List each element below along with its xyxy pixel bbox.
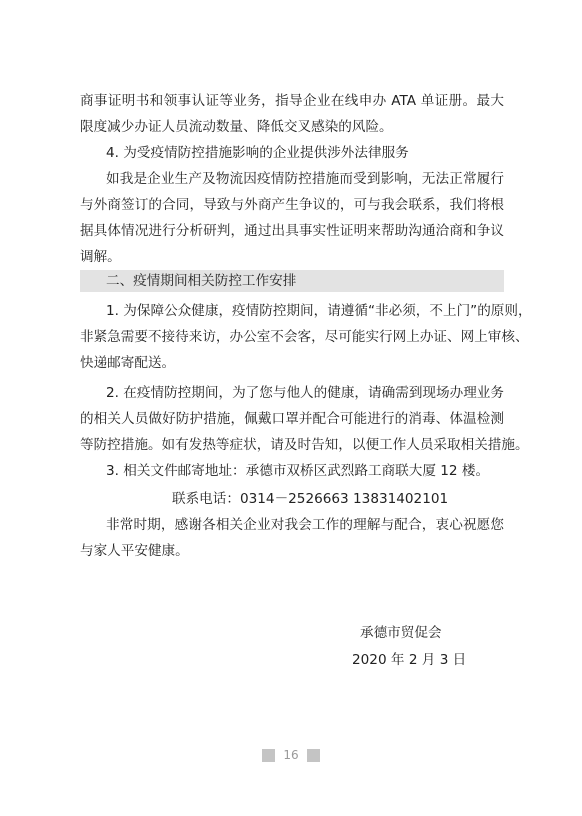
paragraph-line: 的相关人员做好防护措施，佩戴口罩并配合可能进行的消毒、体温检测 [80, 411, 504, 427]
paragraph-line: 限度减少办证人员流动数量、降低交叉感染的风险。 [80, 119, 393, 135]
section-heading-bar [80, 270, 504, 292]
paragraph-line: 等防控措施。如有发热等症状，请及时告知，以便工作人员采取相关措施。 [80, 437, 529, 453]
paragraph-line: 如我是企业生产及物流因疫情防控措施而受到影响，无法正常履行 [106, 171, 504, 187]
paragraph-line: 与家人平安健康。 [80, 543, 189, 559]
paragraph-line: 与外商签订的合同，导致与外商产生争议的，可与我会联系，我们将根 [80, 197, 504, 213]
page-footer [0, 745, 582, 765]
footer-square-left-icon [262, 749, 275, 762]
paragraph-line: 2. 在疫情防控期间，为了您与他人的健康，请确需到现场办理业务 [106, 385, 504, 401]
signature-org: 承德市贸促会 [360, 625, 442, 641]
paragraph-line: 调解。 [80, 249, 121, 265]
footer-square-right-icon [307, 749, 320, 762]
paragraph-line: 快递邮寄配送。 [80, 355, 176, 371]
mailing-address: 3. 相关文件邮寄地址：承德市双桥区武烈路工商联大厦 12 楼。 [106, 463, 490, 479]
signature-date: 2020 年 2 月 3 日 [352, 652, 467, 668]
paragraph-line: 非紧急需要不接待来访，办公室不会客，尽可能实行网上办证、网上审核、 [80, 329, 529, 345]
section-heading: 二、疫情期间相关防控工作安排 [106, 273, 297, 289]
subheading-4: 4. 为受疫情防控措施影响的企业提供涉外法律服务 [106, 145, 409, 161]
paragraph-line: 据具体情况进行分析研判，通过出具事实性证明来帮助沟通洽商和争议 [80, 223, 504, 239]
page-number: 16 [283, 748, 299, 762]
paragraph-line: 非常时期，感谢各相关企业对我会工作的理解与配合，衷心祝愿您 [106, 517, 504, 533]
paragraph-line: 商事证明书和领事认证等业务，指导企业在线申办 ATA 单证册。最大 [80, 93, 504, 109]
contact-phone: 联系电话：0314－2526663 13831402101 [172, 491, 449, 507]
paragraph-line: 1. 为保障公众健康，疫情防控期间，请遵循“非必须，不上门”的原则， [106, 303, 532, 319]
